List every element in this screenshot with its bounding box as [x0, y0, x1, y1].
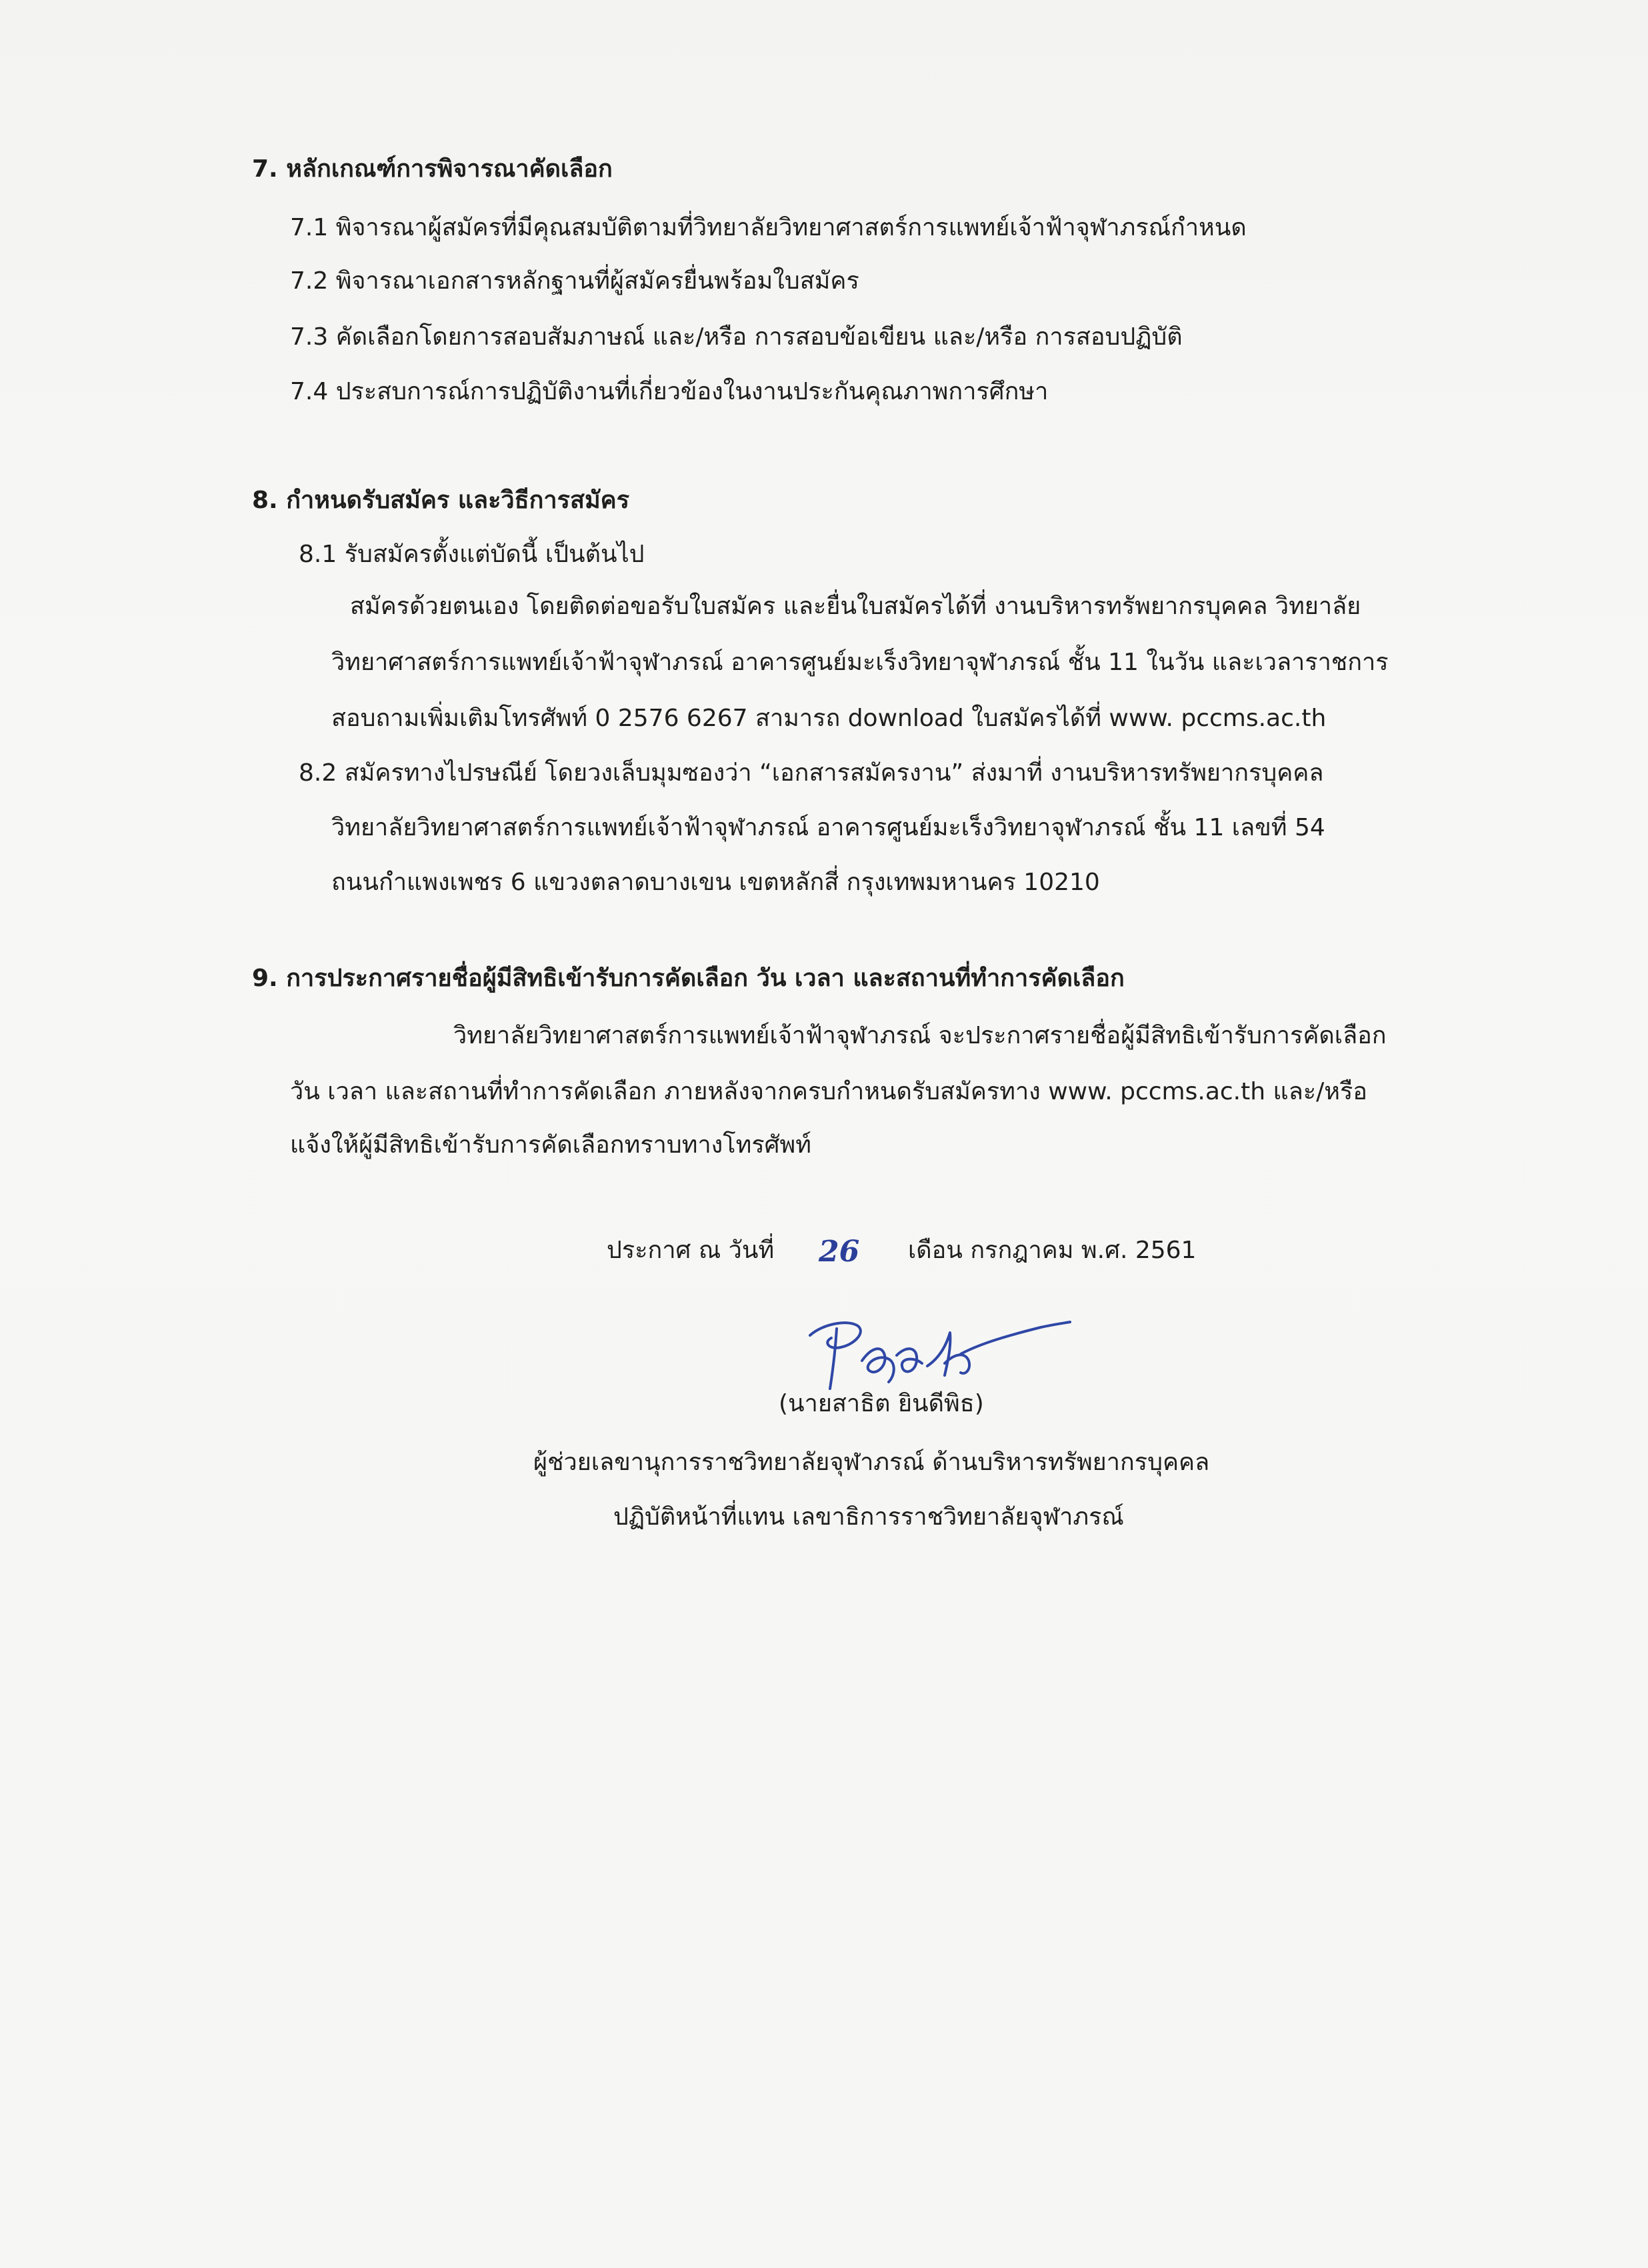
section-9-line-2: วัน เวลา และสถานที่ทำการคัดเลือก ภายหลังจากครบกำหนดรับสมัครทาง www. pccms.ac.th และ/หรือ: [290, 1078, 1367, 1105]
section-8-heading: 8. กำหนดรับสมัคร และวิธีการสมัคร: [252, 487, 630, 514]
section-8-2-line-2: ถนนกำแพงเพชร 6 แขวงตลาดบางเขน เขตหลักสี่ กรุงเทพมหานคร 10210: [331, 869, 1100, 896]
announcement-date-suffix: เดือน กรกฎาคม พ.ศ. 2561: [908, 1237, 1197, 1264]
section-7-item-2: 7.2 พิจารณาเอกสารหลักฐานที่ผู้สมัครยื่นพร้อมใบสมัคร: [290, 267, 859, 295]
signature-stroke-1: [810, 1323, 861, 1389]
section-8-1-line-1: สมัครด้วยตนเอง โดยติดต่อขอรับใบสมัคร และยื่นใบสมัครได้ที่ งานบริหารทรัพยากรบุคคล วิทยาลัย: [350, 593, 1361, 620]
section-8-2-line-1: วิทยาลัยวิทยาศาสตร์การแพทย์เจ้าฟ้าจุฬาภรณ์ อาคารศูนย์มะเร็งวิทยาจุฬาภรณ์ ชั้น 11 เลขที่ 54: [331, 814, 1325, 841]
announcement-day-handwritten: 26: [819, 1235, 860, 1269]
section-8-1-title: 8.1 รับสมัครตั้งแต่บัดนี้ เป็นต้นไป: [299, 541, 645, 568]
section-8-1-line-3: สอบถามเพิ่มเติมโทรศัพท์ 0 2576 6267 สามารถ download ใบสมัครได้ที่ www. pccms.ac.th: [331, 705, 1327, 732]
signatory-position-1: ผู้ช่วยเลขานุการราชวิทยาลัยจุฬาภรณ์ ด้านบริหารทรัพยากรบุคคล: [533, 1449, 1210, 1476]
section-8-1-line-2: วิทยาศาสตร์การแพทย์เจ้าฟ้าจุฬาภรณ์ อาคารศูนย์มะเร็งวิทยาจุฬาภรณ์ ชั้น 11 ในวัน และเวลาราชการ: [331, 649, 1389, 676]
section-7-item-4: 7.4 ประสบการณ์การปฏิบัติงานที่เกี่ยวข้องในงานประกันคุณภาพการศึกษา: [290, 378, 1049, 405]
section-7-heading: 7. หลักเกณฑ์การพิจารณาคัดเลือก: [252, 155, 613, 183]
section-9-line-1: วิทยาลัยวิทยาศาสตร์การแพทย์เจ้าฟ้าจุฬาภรณ์ จะประกาศรายชื่อผู้มีสิทธิเข้ารับการคัดเลือก: [453, 1022, 1387, 1049]
signatory-position-2: ปฏิบัติหน้าที่แทน เลขาธิการราชวิทยาลัยจุฬาภรณ์: [613, 1503, 1124, 1531]
signatory-name: (นายสาธิต ยินดีพิธ): [779, 1390, 984, 1417]
signature-stroke-3: [897, 1349, 922, 1371]
section-9-line-3: แจ้งให้ผู้มีสิทธิเข้ารับการคัดเลือกทราบทางโทรศัพท์: [290, 1131, 811, 1159]
announcement-date-prefix: ประกาศ ณ วันที่: [607, 1237, 775, 1264]
section-7-item-3: 7.3 คัดเลือกโดยการสอบสัมภาษณ์ และ/หรือ การสอบข้อเขียน และ/หรือ การสอบปฏิบัติ: [290, 323, 1183, 351]
signature-stroke-2: [862, 1349, 894, 1382]
section-7-item-1: 7.1 พิจารณาผู้สมัครที่มีคุณสมบัติตามที่วิทยาลัยวิทยาศาสตร์การแพทย์เจ้าฟ้าจุฬาภรณ์กำหนด: [290, 214, 1247, 241]
section-8-2-title: 8.2 สมัครทางไปรษณีย์ โดยวงเล็บมุมซองว่า “เอกสารสมัครงาน” ส่งมาที่ งานบริหารทรัพยากรบุคคล: [299, 759, 1324, 787]
signature-stroke-5: [961, 1322, 1070, 1354]
signature-image: [797, 1297, 1077, 1397]
section-9-heading: 9. การประกาศรายชื่อผู้มีสิทธิเข้ารับการคัดเลือก วัน เวลา และสถานที่ทำการคัดเลือก: [252, 965, 1125, 992]
